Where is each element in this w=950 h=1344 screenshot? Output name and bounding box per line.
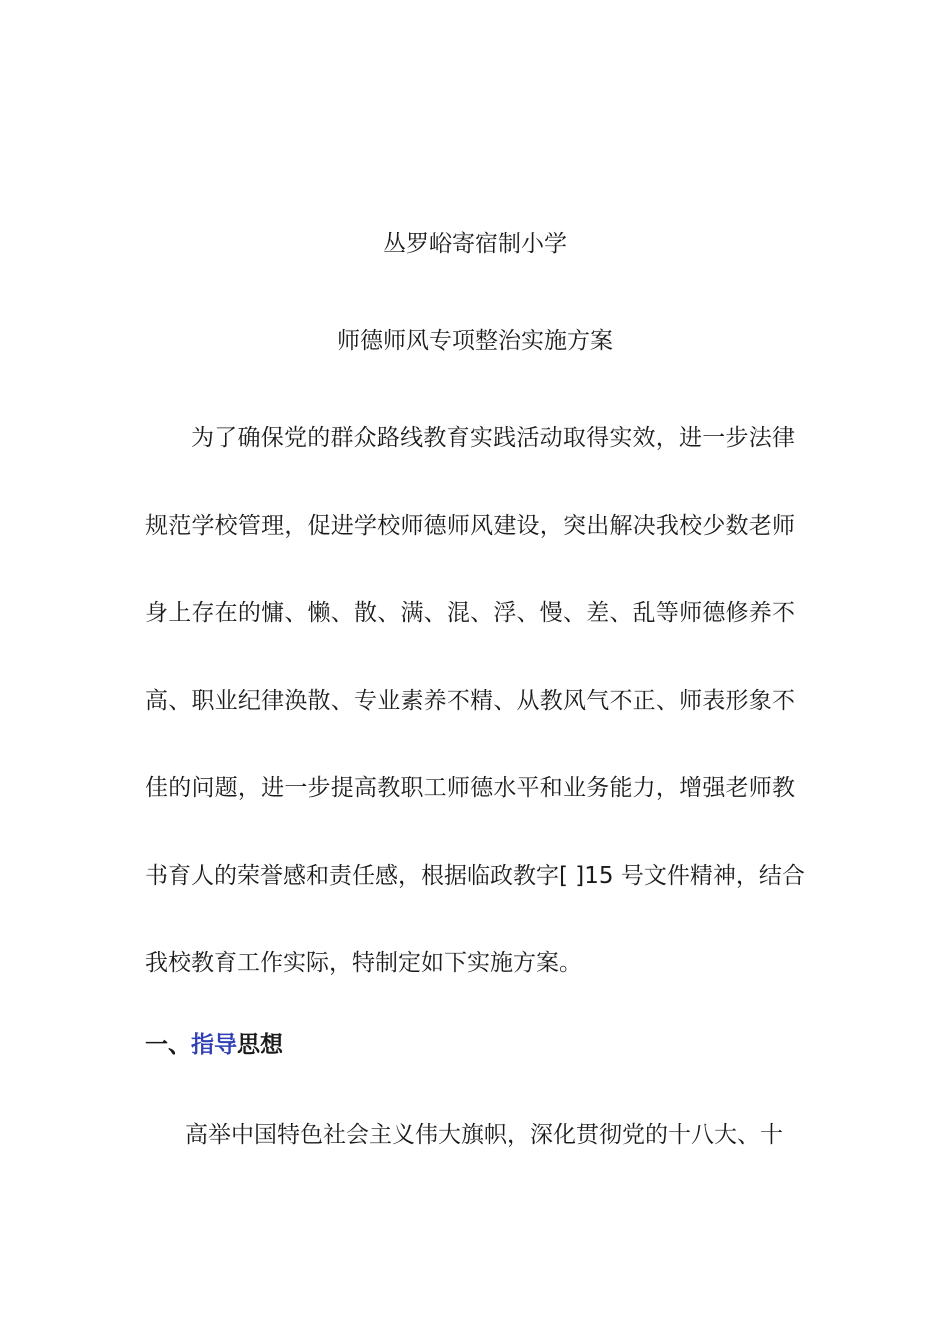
section-heading-guiding-thought xyxy=(145,1030,283,1060)
paragraph-line: 佳的问题，进一步提高教职工师德水平和业务能力，增强老师教 xyxy=(145,775,795,801)
intro-paragraph xyxy=(145,423,805,1036)
paragraph-line: 规范学校管理，促进学校师德师风建设，突出解决我校少数老师 xyxy=(145,512,795,539)
plan-title: 师德师风专项整治实施方案 xyxy=(337,328,613,354)
section-number: 一、 xyxy=(145,1032,191,1058)
section-heading-rest: 思想 xyxy=(237,1032,283,1058)
section-heading-accent: 指导 xyxy=(191,1032,237,1058)
paragraph-line: 我校教育工作实际，特制定如下实施方案。 xyxy=(145,950,582,976)
paragraph-line: 书育人的荣誉感和责任感，根据临政教字[ ]15 号文件精神，结合 xyxy=(145,862,805,889)
paragraph-line: 身上存在的慵、懒、散、满、混、浮、慢、差、乱等师德修养不 xyxy=(145,600,795,626)
paragraph-line: 高举中国特色社会主义伟大旗帜，深化贯彻党的十八大、十 xyxy=(185,1122,783,1148)
paragraph-line: 为了确保党的群众路线教育实践活动取得实效，进一步法律 xyxy=(191,425,795,451)
section1-paragraph xyxy=(145,1120,795,1150)
school-name-title: 丛罗峪寄宿制小学 xyxy=(383,231,567,257)
paragraph-line: 高、职业纪律涣散、专业素养不精、从教风气不正、师表形象不 xyxy=(145,687,795,714)
